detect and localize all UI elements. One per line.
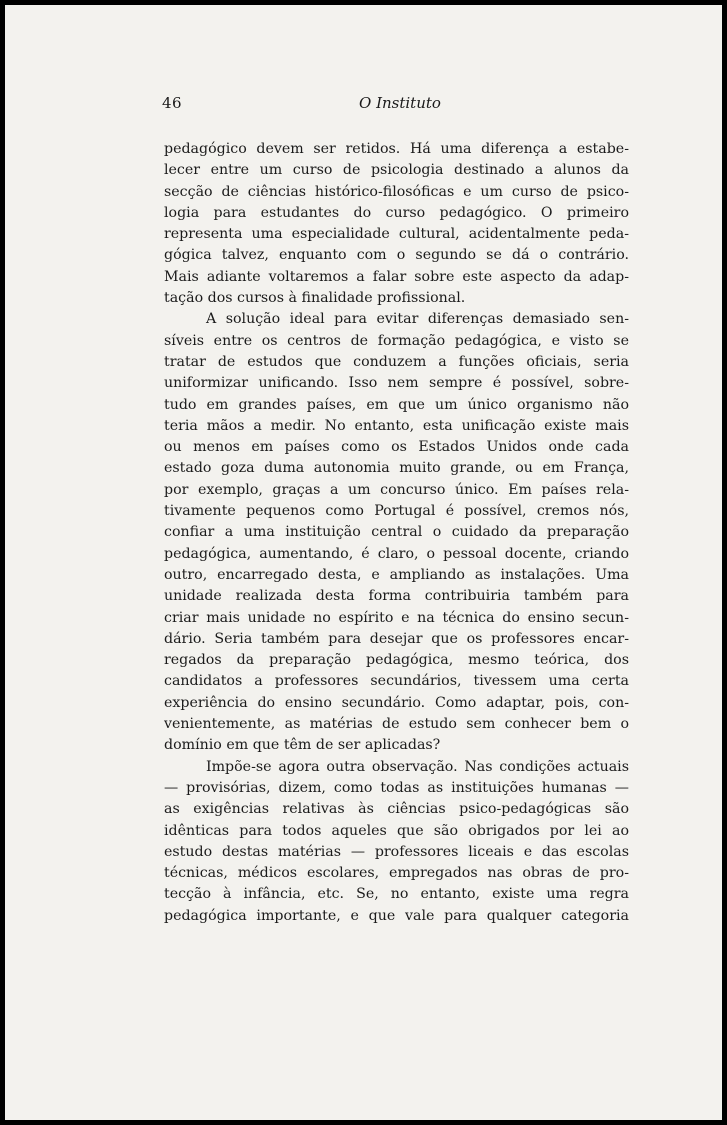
text-line: lecer entre um curso de psicologia destinado a alunos da [164,162,629,179]
text-line: unidade realizada desta forma contribuiria também para [164,588,629,605]
page-header [5,94,722,118]
text-line: estado goza duma autonomia muito grande, ou em França, [164,460,629,477]
text-line: Impõe-se agora outra observação. Nas condições actuais [206,758,629,775]
text-line: dário. Seria também para desejar que os professores encar- [164,630,629,647]
text-line: técnicas, médicos escolares, empregados nas obras de pro- [164,865,629,882]
text-line: logia para estudantes do curso pedagógico. O primeiro [164,204,629,221]
text-line: — provisórias, dizem, como todas as instituições humanas — [164,779,629,796]
book-page [5,5,722,1120]
text-line: as exigências relativas às ciências psico-pedagógicas são [164,801,629,818]
text-line: pedagógico devem ser retidos. Há uma diferença a estabe- [164,141,629,157]
text-line: síveis entre os centros de formação pedagógica, e visto se [164,332,629,349]
text-line: tação dos cursos à finalidade profissional. [164,290,466,307]
body-text [164,139,629,927]
text-line: representa uma especialidade cultural, acidentalmente peda- [164,226,629,243]
text-line: gógica talvez, enquanto com o segundo se dá o contrário. [164,247,629,264]
text-line: confiar a uma instituição central o cuidado da preparação [164,524,629,541]
running-title: O Instituto [359,94,441,112]
text-line: por exemplo, graças a um concurso único. Em países rela- [164,481,629,498]
text-line: Mais adiante voltaremos a falar sobre este aspecto da adap- [164,268,629,285]
text-line: idênticas para todos aqueles que são obrigados por lei ao [164,822,629,839]
text-line: secção de ciências histórico-filosóficas e um curso de psico- [164,183,629,200]
text-line: teria mãos a medir. No entanto, esta unificação existe mais [164,417,629,434]
text-line: experiência do ensino secundário. Como adaptar, pois, con- [164,694,629,711]
text-line: tratar de estudos que conduzem a funções oficiais, seria [164,353,629,370]
text-line: tudo em grandes países, em que um único organismo não [164,396,629,413]
text-line: pedagógica, aumentando, é claro, o pessoal docente, criando [164,545,629,562]
text-line: domínio em que têm de ser aplicadas? [164,737,441,754]
text-line: candidatos a professores secundários, tivessem uma certa [164,673,629,690]
text-line: regados da preparação pedagógica, mesmo teórica, dos [164,652,629,669]
text-line: outro, encarregado desta, e ampliando as instalações. Uma [164,566,629,583]
text-line: venientemente, as matérias de estudo sem conhecer bem o [164,716,629,733]
text-line: pedagógica importante, e que vale para qualquer categoria [164,907,629,924]
text-line: tivamente pequenos como Portugal é possível, cremos nós, [164,503,629,520]
text-line: uniformizar unificando. Isso nem sempre é possível, sobre- [164,375,629,392]
text-line: ou menos em países como os Estados Unidos onde cada [164,439,629,456]
text-line: A solução ideal para evitar diferenças demasiado sen- [206,311,629,328]
text-line: tecção à infância, etc. Se, no entanto, existe uma regra [164,886,629,903]
text-line: estudo destas matérias — professores liceais e das escolas [164,843,629,860]
text-line: criar mais unidade no espírito e na técnica do ensino secun- [164,609,629,626]
page-number: 46 [162,94,183,112]
